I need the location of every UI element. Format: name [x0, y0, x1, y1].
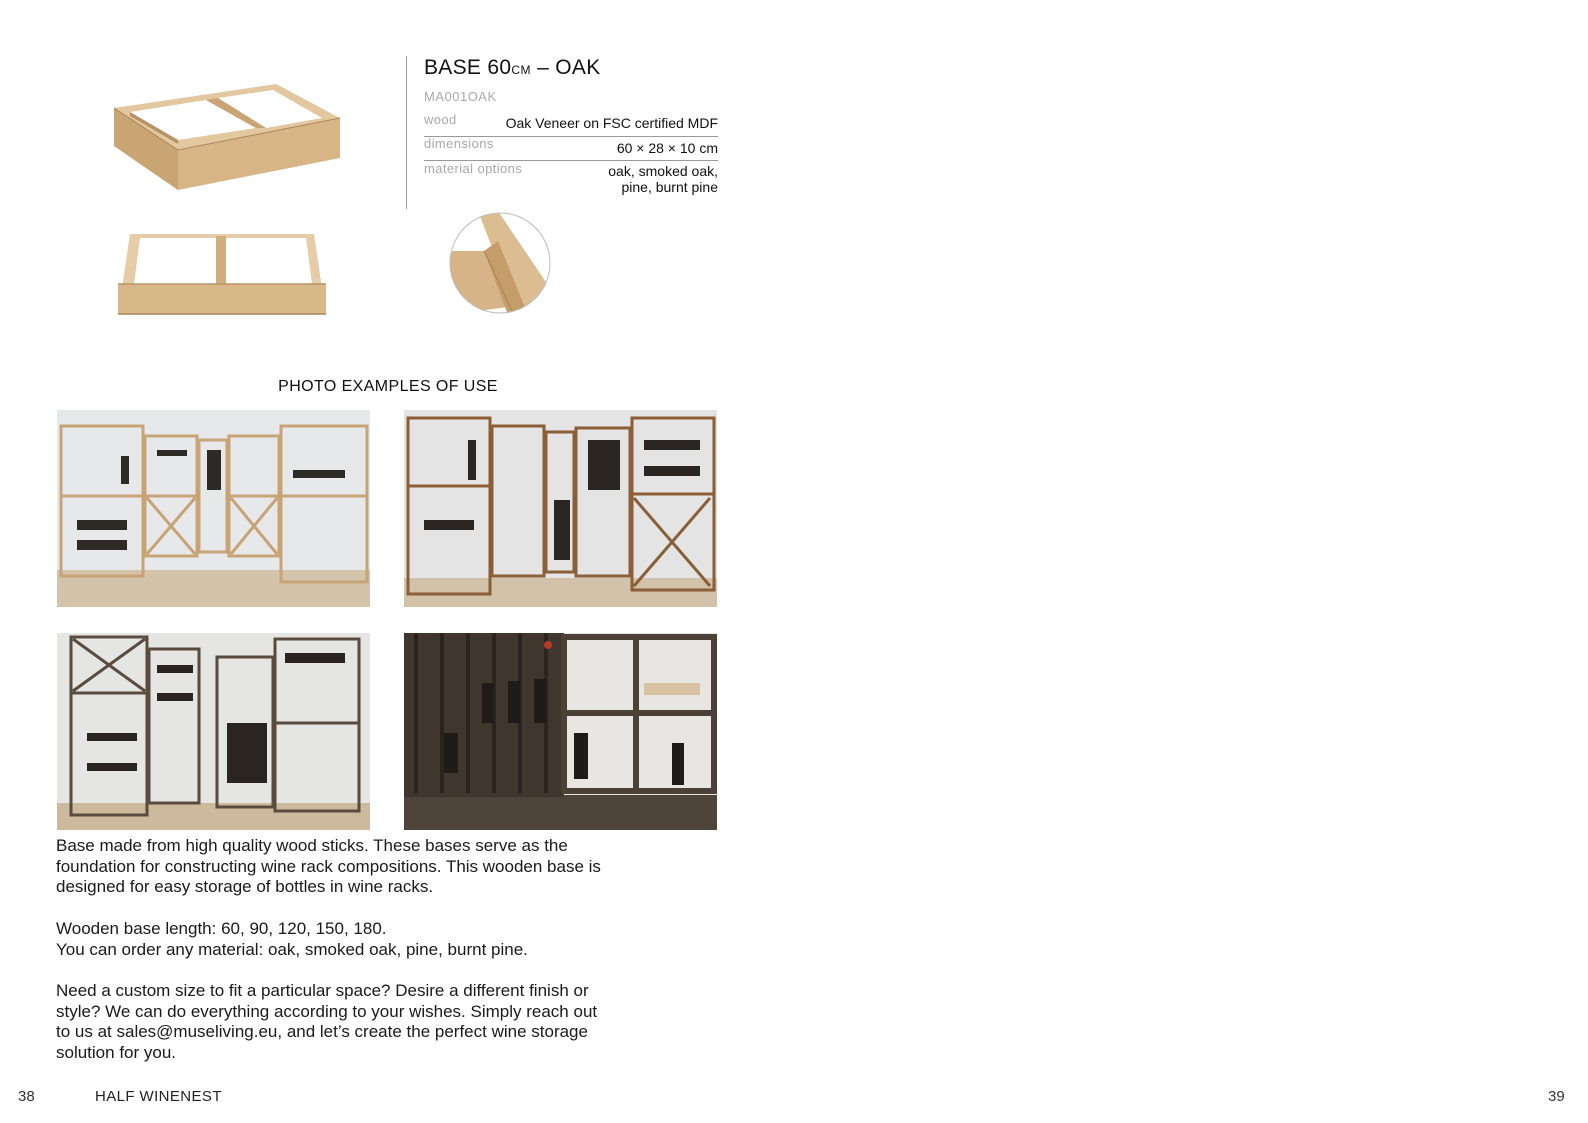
spec-row-wood	[424, 112, 718, 137]
spec-value-dimensions: 60 × 28 × 10 cm	[616, 140, 718, 156]
contact-email-link[interactable]: sales@museliving.eu	[116, 1022, 278, 1042]
spec-row-material	[424, 161, 718, 201]
photo-example-3	[57, 633, 370, 830]
description-paragraph-3: Need a custom size to fit a particular space? Desire a different finish or style? We can do everything according to your wishes. Simply reach out to us at sales@museliving.eu, and let’s create the perfect wine storage solution for you.	[56, 980, 598, 1062]
photo-example-1	[57, 410, 370, 607]
description-paragraph-2: Wooden base length: 60, 90, 120, 150, 180. You can order any material: oak, smoked oak, pine, burnt pine.	[56, 918, 528, 959]
page-number-right: 39	[1548, 1088, 1565, 1105]
product-image-front	[116, 228, 328, 320]
running-title: HALF WINENEST	[95, 1088, 222, 1105]
section-heading: PHOTO EXAMPLES OF USE	[278, 378, 498, 395]
product-image-angled	[108, 78, 346, 200]
spec-label-material: material options	[424, 161, 523, 176]
product-title: BASE 60CM – OAK	[424, 56, 601, 79]
spec-value-material: oak, smoked oak, pine, burnt pine	[608, 163, 718, 195]
spec-label-dimensions: dimensions	[424, 136, 494, 151]
description-paragraph-1: Base made from high quality wood sticks. These bases serve as the foundation for constructing wine rack compositions. This wooden base is designed for easy storage of bottles in wine racks.	[56, 836, 601, 897]
page-number-left: 38	[18, 1088, 35, 1105]
photo-example-2	[404, 410, 717, 607]
spec-row-dimensions	[424, 136, 718, 161]
spec-divider	[406, 56, 407, 209]
spec-value-wood: Oak Veneer on FSC certified MDF	[505, 115, 718, 131]
photo-example-4	[404, 633, 717, 830]
product-sku: MA001OAK	[424, 89, 497, 104]
spec-label-wood: wood	[424, 112, 457, 127]
wood-detail-swatch	[448, 211, 552, 315]
product-description	[56, 836, 726, 1064]
